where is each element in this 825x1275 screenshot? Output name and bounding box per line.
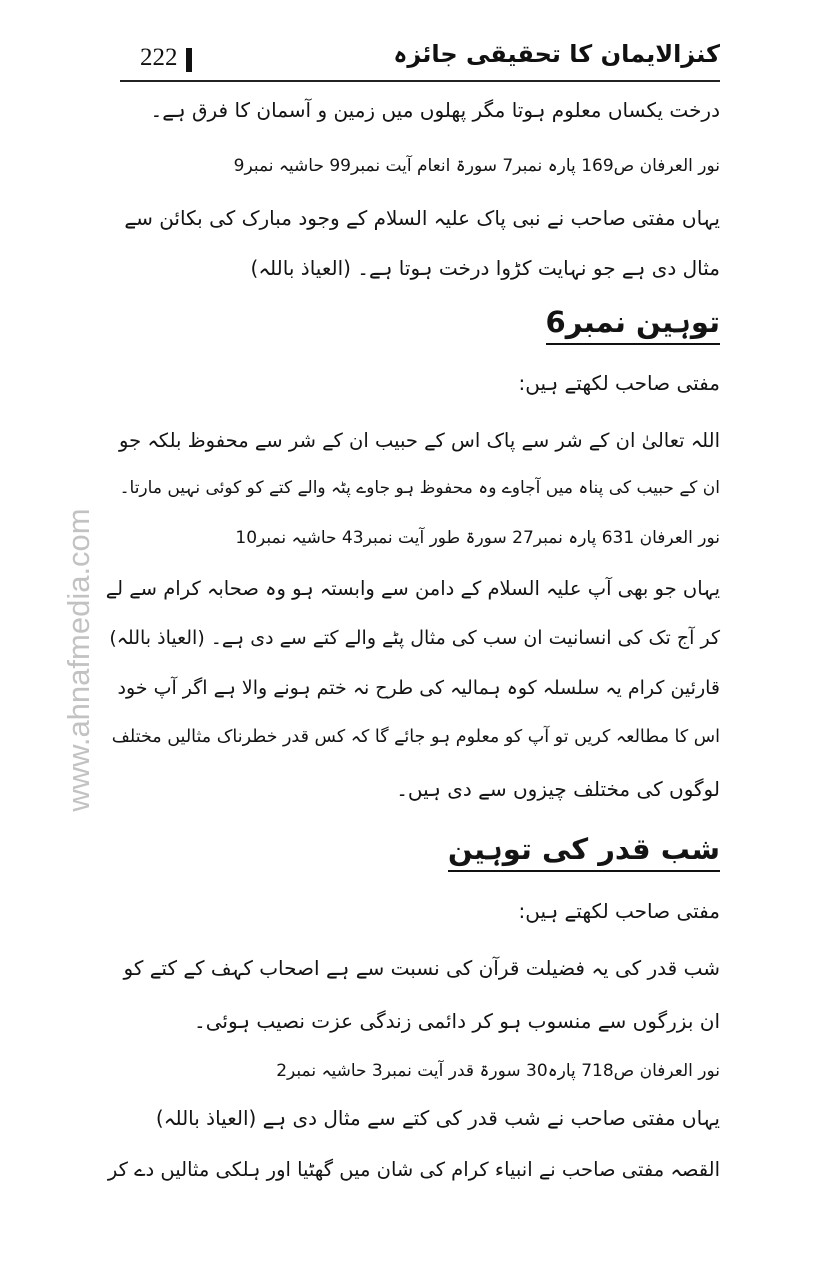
citation: نور العرفان 631 پارہ نمبر27 سورۃ طور آیت نمبر43 حاشیہ نمبر10 [235, 528, 720, 548]
body-line: مثال دی ہے جو نہایت کڑوا درخت ہوتا ہے۔ (العیاذ باللہ) [250, 256, 720, 280]
body-line: کر آج تک کی انسانیت ان سب کی مثال پٹے والے کتے سے دی ہے۔ (العیاذ باللہ) [109, 627, 720, 649]
page-header [120, 40, 720, 80]
body-line: اللہ تعالیٰ ان کے شر سے پاک اس کے حبیب ان کے شر سے محفوظ بلکہ جو [119, 429, 720, 452]
body-line: یہاں جو بھی آپ علیہ السلام کے دامن سے وابستہ ہو وہ صحابہ کرام سے لے [105, 577, 720, 600]
body-line: یہاں مفتی صاحب نے نبی پاک علیہ السلام کے وجود مبارک کی بکائن سے [124, 206, 720, 230]
body-line: مفتی صاحب لکھتے ہیں: [518, 899, 720, 923]
page-number: 222 [140, 44, 178, 71]
page-number-bar [186, 48, 192, 72]
watermark-text: www.ahnafmedia.com [61, 508, 96, 812]
book-title: کنزالایمان کا تحقیقی جائزہ [393, 40, 720, 68]
body-line: ان بزرگوں سے منسوب ہو کر دائمی زندگی عزت نصیب ہوئی۔ [193, 1009, 720, 1033]
section-heading: توہین نمبر6 [546, 305, 721, 345]
body-line: ان کے حبیب کی پناہ میں آجاوے وہ محفوظ ہو جاوے پٹہ والے کتے کو کوئی نہیں مارتا۔ [119, 478, 720, 498]
body-line: لوگوں کی مختلف چیزوں سے دی ہیں۔ [396, 777, 720, 801]
section-heading: شب قدر کی توہین [448, 832, 720, 872]
citation: نور العرفان ص169 پارہ نمبر7 سورۃ انعام آیت نمبر99 حاشیہ نمبر9 [233, 156, 720, 176]
body-line: یہاں مفتی صاحب نے شب قدر کی کتے سے مثال دی ہے (العیاذ باللہ) [155, 1106, 720, 1130]
citation: نور العرفان ص718 پارہ30 سورۃ قدر آیت نمبر3 حاشیہ نمبر2 [276, 1061, 720, 1081]
body-line: مفتی صاحب لکھتے ہیں: [518, 371, 720, 395]
body-line: درخت یکساں معلوم ہوتا مگر پھلوں میں زمین و آسمان کا فرق ہے۔ [150, 98, 720, 122]
watermark [4, 440, 154, 880]
body-line: اس کا مطالعہ کریں تو آپ کو معلوم ہو جائے گا کہ کس قدر خطرناک مثالیں مختلف [111, 727, 720, 747]
body-line: قارئین کرام یہ سلسلہ کوہ ہمالیہ کی طرح نہ ختم ہونے والا ہے اگر آپ خود [117, 677, 720, 699]
header-rule [120, 80, 720, 82]
body-line: شب قدر کی یہ فضیلت قرآن کی نسبت سے ہے اصحاب کہف کے کتے کو [123, 956, 720, 980]
body-line: القصہ مفتی صاحب نے انبیاء کرام کی شان میں گھٹیا اور ہلکی مثالیں دے کر [107, 1158, 720, 1181]
